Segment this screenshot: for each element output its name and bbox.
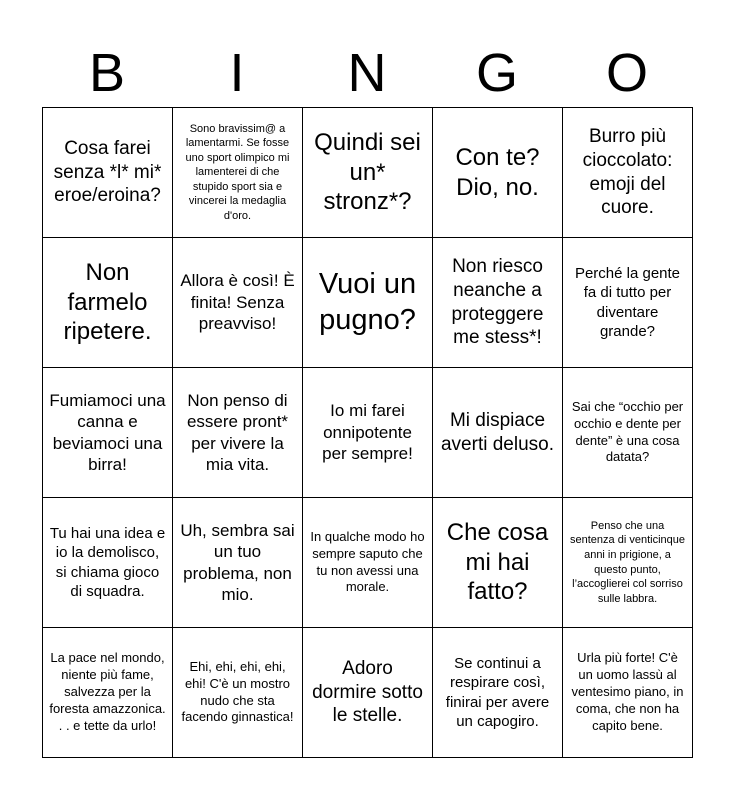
- bingo-row: [43, 368, 693, 498]
- bingo-cell: La pace nel mondo, niente più fame, salvezza per la foresta amazzonica. . . e tette da urlo!: [43, 628, 173, 758]
- bingo-header: [42, 38, 693, 108]
- bingo-cell: Sai che “occhio per occhio e dente per dente” è una cosa datata?: [563, 368, 693, 498]
- bingo-cell: Vuoi un pugno?: [303, 238, 433, 368]
- bingo-cell: Burro più cioccolato: emoji del cuore.: [563, 108, 693, 238]
- bingo-cell: Uh, sembra sai un tuo problema, non mio.: [173, 498, 303, 628]
- bingo-cell: Quindi sei un* stronz*?: [303, 108, 433, 238]
- bingo-cell: Perché la gente fa di tutto per diventare grande?: [563, 238, 693, 368]
- header-letter-i: I: [229, 43, 245, 103]
- bingo-cell: Che cosa mi hai fatto?: [433, 498, 563, 628]
- bingo-row: [43, 628, 693, 758]
- bingo-cell: Non penso di essere pront* per vivere la mia vita.: [173, 368, 303, 498]
- bingo-cell: In qualche modo ho sempre saputo che tu non avessi una morale.: [303, 498, 433, 628]
- bingo-row: [43, 238, 693, 368]
- header-letter-g: G: [475, 43, 518, 103]
- bingo-cell: Mi dispiace averti deluso.: [433, 368, 563, 498]
- bingo-cell: Io mi farei onnipotente per sempre!: [303, 368, 433, 498]
- bingo-cell: Con te? Dio, no.: [433, 108, 563, 238]
- bingo-cell: Sono bravissim@ a lamentarmi. Se fosse uno sport olimpico mi lamenterei di che stupido sport sia e vincerei la medaglia d'oro.: [173, 108, 303, 238]
- bingo-cell: Allora è così! È finita! Senza preavviso!: [173, 238, 303, 368]
- bingo-cell: Non riesco neanche a proteggere me stess*!: [433, 238, 563, 368]
- bingo-card: [42, 107, 693, 758]
- bingo-cell: Se continui a respirare così, finirai per avere un capogiro.: [433, 628, 563, 758]
- bingo-cell: Penso che una sentenza di venticinque anni in prigione, a questo punto, l’accoglierei col sorriso sulle labbra.: [563, 498, 693, 628]
- bingo-cell: Non farmelo ripetere.: [43, 238, 173, 368]
- bingo-row: [43, 498, 693, 628]
- bingo-cell: Fumiamoci una canna e beviamoci una birra!: [43, 368, 173, 498]
- bingo-cell: Cosa farei senza *l* mi* eroe/eroina?: [43, 108, 173, 238]
- bingo-cell: Adoro dormire sotto le stelle.: [303, 628, 433, 758]
- bingo-cell: Tu hai una idea e io la demolisco, si chiama gioco di squadra.: [43, 498, 173, 628]
- bingo-row: [43, 108, 693, 238]
- header-letter-b: B: [88, 43, 126, 103]
- bingo-cell: Urla più forte! C'è un uomo lassù al ventesimo piano, in coma, che non ha capito bene.: [563, 628, 693, 758]
- header-letter-o: O: [605, 43, 648, 103]
- header-letter-n: N: [347, 43, 387, 103]
- bingo-cell: Ehi, ehi, ehi, ehi, ehi! C'è un mostro nudo che sta facendo ginnastica!: [173, 628, 303, 758]
